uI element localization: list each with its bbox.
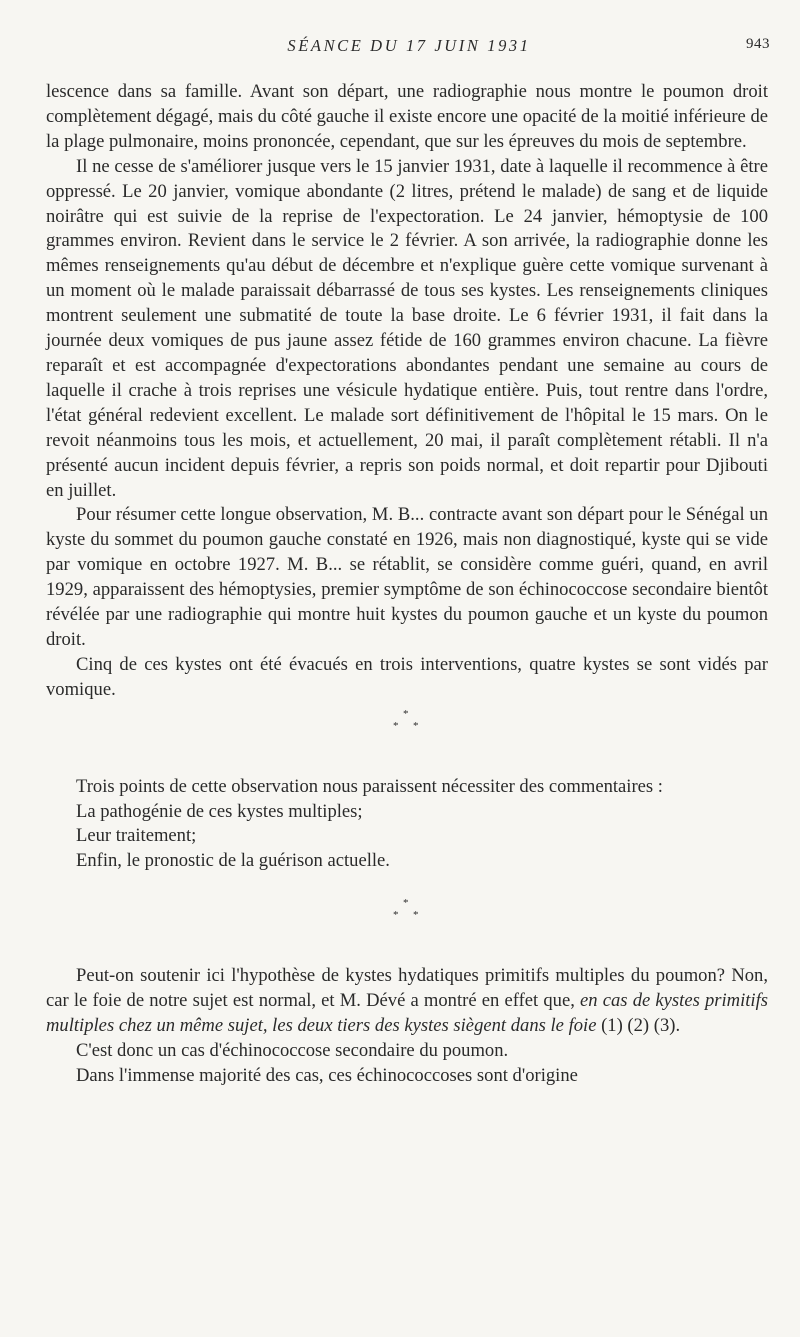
list-item: La pathogénie de ces kystes multiples;: [76, 800, 363, 822]
paragraph-6-references: (1) (2) (3).: [596, 1015, 681, 1037]
paragraph-6-start: Peut-on soutenir ici l'hypothèse de kystes hydatiques primitifs multiples du poumon? Non, car le foie de notre sujet est normal, et M. Dévé a montré en effet que,: [46, 965, 768, 1012]
section-separator: [387, 709, 427, 735]
body-text: [46, 80, 768, 1089]
separator-star: *: [413, 719, 419, 732]
paragraph-2: Il ne cesse de s'améliorer jusque vers le 15 janvier 1931, date à laquelle il recommence à être oppressé. Le 20 janvier, vomique abondante (2 litres, prétend le malade) de sang et de liquide noirâtre qui est suivie de la reprise de l'expectoration. Le 24 janvier, hémoptysie de 100 grammes environ. Revient dans le service le 2 février. A son arrivée, la radiographie donne les mêmes renseignements qu'au début de décembre et n'explique guère cette vomique survenant à un moment où le malade paraissait débarrassé de tous ses kystes. Les renseignements cliniques montrent seulement une submatité de toute la base droite. Le 6 février 1931, il fait dans la journée deux vomiques de pus jaune assez fétide de 160 grammes environ chacune. La fièvre reparaît et est accompagnée d'expectorations abondantes pendant une semaine au cours de laquelle il crache à trois reprises une vésicule hydatique entière. Puis, tout rentre dans l'ordre, l'état général redevient excellent. Le malade sort définitivement de l'hôpital le 15 mars. On le revoit néanmoins tous les mois, et actuellement, 20 mai, il paraît complètement rétabli. Il n'a présenté aucun incident depuis février, a repris son poids normal, et doit repartir pour Djibouti en juillet.: [46, 155, 768, 501]
page-number: 943: [746, 36, 770, 52]
separator-star: *: [393, 719, 399, 732]
paragraph-8: Dans l'immense majorité des cas, ces échinococcoses sont d'origine: [76, 1064, 578, 1086]
separator-star: *: [403, 707, 409, 720]
separator-star: *: [413, 909, 419, 922]
paragraph-6: [46, 964, 768, 1039]
paragraph-7: C'est donc un cas d'échinococcose secondaire du poumon.: [76, 1040, 509, 1061]
paragraph-4: Cinq de ces kystes ont été évacués en trois interventions, quatre kystes se sont vidés par vomique.: [46, 653, 768, 700]
paragraph-6-italic-quote: en cas de kystes primitifs multiples chez un même sujet, les deux tiers des kystes siègent dans le foie: [46, 990, 768, 1037]
running-title: SÉANCE DU 17 JUIN 1931: [287, 36, 531, 55]
list-item: Enfin, le pronostic de la guérison actuelle.: [76, 850, 390, 872]
page-header: [48, 36, 770, 60]
paragraph-5: Trois points de cette observation nous paraissent nécessiter des commentaires :: [76, 775, 663, 797]
list-item: Leur traitement;: [76, 825, 197, 847]
separator-star: *: [393, 909, 399, 922]
paragraph-3: Pour résumer cette longue observation, M. B... contracte avant son départ pour le Sénégal un kyste du sommet du poumon gauche constaté en 1926, mais non diagnostiqué, kyste qui se vide par vomique en octobre 1927. M. B... se rétablit, se considère comme guéri, quand, en avril 1929, apparaissent des hémoptysies, premier symptôme de son échinococcose secondaire bientôt révélée par une radiographie qui montre huit kystes du poumon gauche et un kyste du poumon droit.: [46, 504, 768, 650]
section-separator: [387, 898, 427, 924]
paragraph-1: lescence dans sa famille. Avant son départ, une radiographie nous montre le poumon droit complètement dégagé, mais du côté gauche il existe encore une opacité de la moitié inférieure de la plage pulmonaire, moins prononcée, cependant, que sur les épreuves du mois de septembre.: [46, 81, 768, 152]
separator-star: *: [403, 897, 409, 910]
